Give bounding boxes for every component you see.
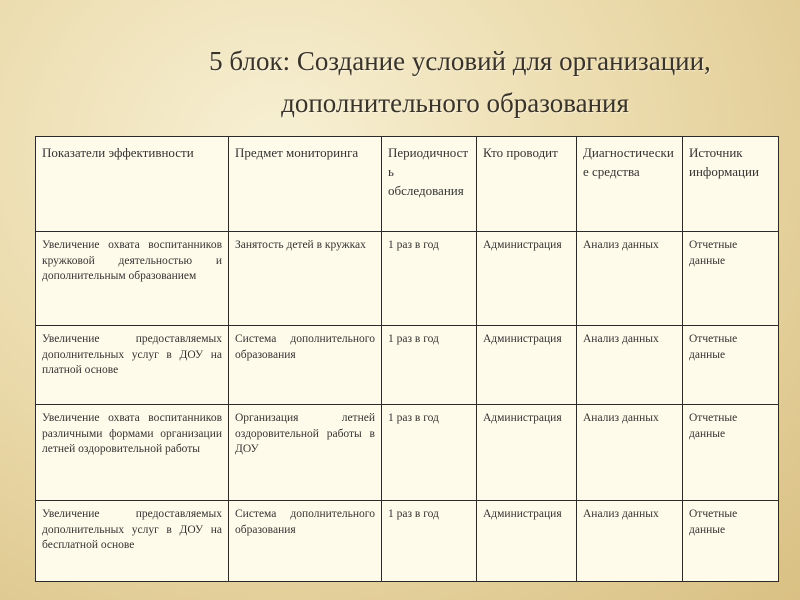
table-row — [36, 326, 779, 405]
cell-source: Отчетные данные — [683, 405, 779, 501]
cell-subject: Система дополнительного образования — [229, 501, 382, 582]
slide-title — [0, 40, 800, 124]
header-indicators: Показатели эффективности — [36, 137, 229, 232]
slide-title-line-2: дополнительного образования — [281, 88, 629, 118]
cell-frequency: 1 раз в год — [382, 326, 477, 405]
cell-indicator: Увеличение предоставляемых дополнительных услуг в ДОУ на платной основе — [36, 326, 229, 405]
cell-subject: Занятость детей в кружках — [229, 232, 382, 326]
cell-indicator: Увеличение предоставляемых дополнительных услуг в ДОУ на бесплатной основе — [36, 501, 229, 582]
cell-source: Отчетные данные — [683, 326, 779, 405]
cell-indicator: Увеличение охвата воспитанников кружковой деятельностью и дополнительным образованием — [36, 232, 229, 326]
cell-conducted-by: Администрация — [477, 232, 577, 326]
table-row — [36, 232, 779, 326]
cell-conducted-by: Администрация — [477, 326, 577, 405]
cell-source: Отчетные данные — [683, 232, 779, 326]
cell-diagnostic-tools: Анализ данных — [577, 232, 683, 326]
header-source: Источник информации — [683, 137, 779, 232]
monitoring-table — [35, 136, 779, 582]
header-conducted-by: Кто проводит — [477, 137, 577, 232]
cell-frequency: 1 раз в год — [382, 232, 477, 326]
cell-conducted-by: Администрация — [477, 405, 577, 501]
table-row — [36, 501, 779, 582]
header-frequency: Периодичность обследования — [382, 137, 477, 232]
table-row — [36, 405, 779, 501]
cell-diagnostic-tools: Анализ данных — [577, 326, 683, 405]
header-diagnostic-tools: Диагностические средства — [577, 137, 683, 232]
cell-conducted-by: Администрация — [477, 501, 577, 582]
cell-subject: Организация летней оздоровительной работы в ДОУ — [229, 405, 382, 501]
table-header-row — [36, 137, 779, 232]
cell-source: Отчетные данные — [683, 501, 779, 582]
cell-subject: Система дополнительного образования — [229, 326, 382, 405]
cell-diagnostic-tools: Анализ данных — [577, 405, 683, 501]
header-subject: Предмет мониторинга — [229, 137, 382, 232]
cell-diagnostic-tools: Анализ данных — [577, 501, 683, 582]
cell-frequency: 1 раз в год — [382, 405, 477, 501]
slide-title-line-1: 5 блок: Создание условий для организации, — [209, 46, 711, 76]
cell-frequency: 1 раз в год — [382, 501, 477, 582]
cell-indicator: Увеличение охвата воспитанников различными формами организации летней оздоровительной работы — [36, 405, 229, 501]
